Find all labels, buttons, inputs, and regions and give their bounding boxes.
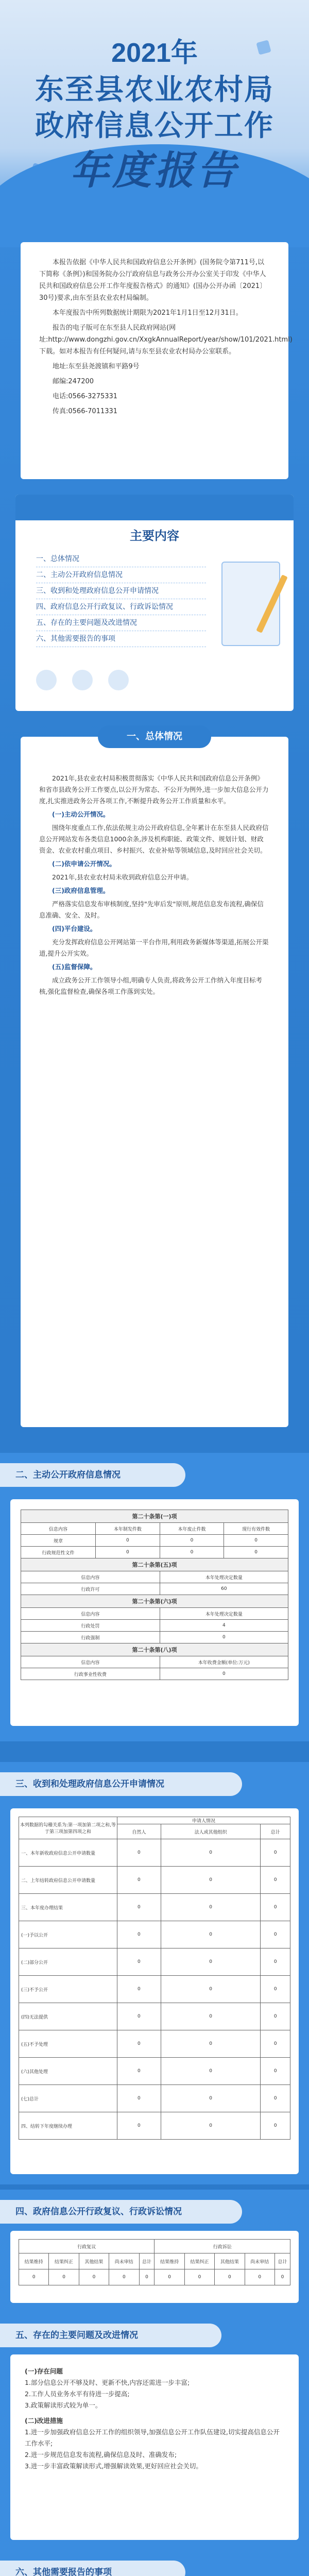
title-subject: 政府信息公开工作 bbox=[35, 110, 274, 142]
circle-icon bbox=[108, 670, 129, 690]
table-cell: 0 bbox=[261, 1921, 290, 1948]
table-cell: 0 bbox=[261, 1894, 290, 1921]
intro-paragraph: 本年度报告中所列数据统计期限为2021年1月1日至12月31日。 bbox=[53, 309, 243, 317]
table-row bbox=[19, 1867, 290, 1894]
contact-postcode: 邮编:247200 bbox=[53, 378, 94, 385]
table-cell: 0 bbox=[261, 2030, 290, 2058]
table-header: 总计 bbox=[139, 2253, 154, 2269]
table-row bbox=[19, 1839, 290, 1867]
overview-paragraph: 成立政务公开工作领导小组,明确专人负责,将政务公开工作纳入年度目标考核,强化监督检查,确保各项工作落到实处。 bbox=[39, 976, 262, 995]
circle-icon bbox=[72, 670, 93, 690]
table-cell: 0 bbox=[154, 2269, 184, 2285]
table-row bbox=[19, 2085, 290, 2112]
table-row bbox=[19, 1894, 290, 1921]
overview-paragraph: 2021年,县农业农村局积极贯彻落实《中华人民共和国政府信息公开条例》和省市县政务公开工作要点,以公开为常态、不公开为例外,进一步加大信息公开力度,扎实推进政务公开各项工作,不断提升政务公开工作质量和水平。 bbox=[39, 774, 269, 805]
table-row-label: 四、结转下年度继续办理 bbox=[19, 2112, 117, 2140]
hero-banner bbox=[0, 0, 309, 247]
table-cell: 0 bbox=[215, 2269, 245, 2285]
table-cell: 行政事业性收费 bbox=[21, 1668, 160, 1680]
table-cell: 行政规范性文件 bbox=[21, 1547, 96, 1558]
table-row-label: (四)无法提供 bbox=[19, 2003, 117, 2030]
overview-subhead: (三)政府信息管理。 bbox=[52, 887, 110, 894]
table-cell: 0 bbox=[161, 2003, 261, 2030]
toc-item[interactable]: 五、存在的主要问题及改进情况 bbox=[36, 615, 206, 631]
table-cell: 0 bbox=[160, 1535, 224, 1547]
toc-item[interactable]: 三、收到和处理政府信息公开申请情况 bbox=[36, 583, 206, 599]
table-cell: 0 bbox=[161, 1894, 261, 1921]
overview-paragraph: 2021年,县农业农村局未收到政府信息公开申请。 bbox=[52, 873, 193, 881]
table-row bbox=[19, 2112, 290, 2140]
table-row-label: (五)不予处理 bbox=[19, 2030, 117, 2058]
table-cell: 0 bbox=[19, 2269, 49, 2285]
table-cell: 行政强制 bbox=[21, 1632, 160, 1643]
table-header: 信息内容 bbox=[21, 1523, 96, 1535]
table-cell: 0 bbox=[117, 2030, 161, 2058]
table-header: 本年处理决定数量 bbox=[160, 1571, 288, 1583]
toc-header-bar bbox=[15, 495, 294, 520]
table-heading: 第二十条第(六)项 bbox=[21, 1595, 288, 1608]
section-review bbox=[0, 2190, 309, 2313]
table-cell: 0 bbox=[117, 1839, 161, 1867]
table-cell: 0 bbox=[117, 1921, 161, 1948]
table-row bbox=[19, 1948, 290, 1976]
table-cell: 60 bbox=[160, 1583, 288, 1595]
intro-paragraph: 报告的电子版可在东至县人民政府网站(网址:http://www.dongzhi.gov.cn/XxgkAnnualReport/year/show/101/2021.html)下载。如对本报告有任何疑问,请与东至县农业农村局办公室联系。 bbox=[39, 324, 293, 355]
toc-list bbox=[36, 551, 206, 647]
report-year: 2021年 bbox=[111, 38, 198, 68]
table-cell: 0 bbox=[161, 2058, 261, 2085]
section-proactive bbox=[0, 1453, 309, 1741]
table-cell: 0 bbox=[261, 2085, 290, 2112]
table-cell: 0 bbox=[161, 2112, 261, 2140]
table-cell: 0 bbox=[96, 1535, 160, 1547]
table-cell: 0 bbox=[261, 1839, 290, 1867]
table-header: 结果纠正 bbox=[49, 2253, 79, 2269]
title-report: 年度报告 bbox=[70, 149, 239, 193]
table-cell: 0 bbox=[161, 1948, 261, 1976]
table-header: 总计 bbox=[261, 1824, 290, 1839]
issue-item: 3.政策解读形式较为单一。 bbox=[25, 2401, 102, 2409]
table-cell: 0 bbox=[160, 1547, 224, 1558]
toc-item[interactable]: 四、政府信息公开行政复议、行政诉讼情况 bbox=[36, 599, 206, 615]
table-header: 尚未审结 bbox=[109, 2253, 139, 2269]
table-cell: 0 bbox=[261, 1976, 290, 2003]
contact-phone: 电话:0566-3275331 bbox=[53, 393, 118, 400]
table-header: 结果维持 bbox=[19, 2253, 49, 2269]
table-row bbox=[21, 1632, 288, 1643]
toc-card bbox=[15, 495, 294, 711]
contact-fax: 传真:0566-7011331 bbox=[53, 408, 118, 415]
table-header: 信息内容 bbox=[21, 1571, 160, 1583]
overview-subhead: (二)依申请公开情况。 bbox=[52, 860, 116, 868]
issues-panel bbox=[10, 2354, 299, 2540]
table-row-label: (六)其他处理 bbox=[19, 2058, 117, 2085]
table-cell: 0 bbox=[96, 1547, 160, 1558]
overview-paragraph: 充分发挥政府信息公开网站第一平台作用,利用政务新媒体等渠道,拓展公开渠道,提升公开实效。 bbox=[39, 938, 269, 957]
table-cell: 规章 bbox=[21, 1535, 96, 1547]
overview-subhead: (一)主动公开情况。 bbox=[52, 810, 110, 818]
table-cell: 0 bbox=[117, 2003, 161, 2030]
toc-item[interactable]: 二、主动公开政府信息情况 bbox=[36, 567, 206, 583]
table-cell: 0 bbox=[224, 1535, 288, 1547]
table-row-label: (三)不予公开 bbox=[19, 1976, 117, 2003]
table-cell: 4 bbox=[160, 1620, 288, 1632]
table-row bbox=[19, 1921, 290, 1948]
table-row bbox=[21, 1535, 288, 1547]
table-heading: 第二十条第(五)项 bbox=[21, 1558, 288, 1571]
issue-item: 2.进一步规范信息发布流程,确保信息及时、准确发布; bbox=[25, 2451, 177, 2459]
table-cell: 0 bbox=[261, 2003, 290, 2030]
table-row-label: 二、上年结转政府信息公开申请数量 bbox=[19, 1867, 117, 1894]
table-cell: 0 bbox=[261, 1948, 290, 1976]
table-header: 法人或其他组织 bbox=[161, 1824, 261, 1839]
table-cell: 0 bbox=[117, 2112, 161, 2140]
table-cell: 行政许可 bbox=[21, 1583, 160, 1595]
section-issues bbox=[0, 2313, 309, 2550]
table-header: 尚未审结 bbox=[245, 2253, 274, 2269]
table-header: 信息内容 bbox=[21, 1656, 160, 1668]
table-row bbox=[19, 2003, 290, 2030]
issue-item: 3.进一步丰富政策解读形式,增强解读效果,更好回应社会关切。 bbox=[25, 2462, 202, 2470]
table-cell: 0 bbox=[160, 1632, 288, 1643]
table-header: 本年收费金额(单位:万元) bbox=[160, 1656, 288, 1668]
clipboard-icon bbox=[221, 562, 280, 646]
table-header: 自然人 bbox=[117, 1824, 161, 1839]
table-cell: 0 bbox=[161, 1839, 261, 1867]
table-cell: 0 bbox=[161, 2085, 261, 2112]
issues-subhead: (一)存在问题 bbox=[25, 2367, 63, 2375]
table-row-label: (二)部分公开 bbox=[19, 1948, 117, 1976]
pencil-icon bbox=[256, 574, 288, 633]
section-overview bbox=[21, 731, 288, 1427]
table-header: 现行有效件数 bbox=[224, 1523, 288, 1535]
decor-icons bbox=[36, 670, 273, 696]
table-cell: 0 bbox=[161, 1867, 261, 1894]
table-header: 本年处理决定数量 bbox=[160, 1608, 288, 1620]
issue-item: 1.部分信息公开不够及时、更新不快,内容还需进一步丰富; bbox=[25, 2379, 190, 2386]
table-cell: 0 bbox=[161, 1921, 261, 1948]
circle-icon bbox=[36, 670, 57, 690]
table-cell: 0 bbox=[79, 2269, 109, 2285]
overview-subhead: (五)监督保障。 bbox=[52, 963, 97, 971]
table-row bbox=[19, 2269, 290, 2285]
title-agency: 东至县农业农村局 bbox=[35, 74, 274, 106]
table-row bbox=[21, 1620, 288, 1632]
table-header: 总计 bbox=[274, 2253, 290, 2269]
section-title: 三、收到和处理政府信息公开申请情况 bbox=[0, 1772, 242, 1796]
table-header: 本年废止件数 bbox=[160, 1523, 224, 1535]
intro-paragraph: 本报告依据《中华人民共和国政府信息公开条例》(国务院令第711号,以下简称《条例》)和国务院办公厅政府信息与政务公开办公室关于印发《中华人民共和国政府信息公开工作年度报告格式》的通知》(国办公开办函〔2021〕30号)要求,由东至县农业农村局编制。 bbox=[39, 259, 267, 302]
applications-table bbox=[19, 1817, 290, 2140]
table-cell: 0 bbox=[139, 2269, 154, 2285]
table-header: 结果维持 bbox=[154, 2253, 184, 2269]
proactive-table-panel bbox=[10, 1499, 299, 1726]
overview-paragraph: 严格落实信息发布审核制度,坚持"先审后发"原则,规范信息发布流程,确保信息准确、安全、及时。 bbox=[39, 900, 264, 919]
table-row bbox=[21, 1668, 288, 1680]
toc-item[interactable]: 一、总体情况 bbox=[36, 551, 206, 567]
section-title: 四、政府信息公开行政复议、行政诉讼情况 bbox=[0, 2200, 242, 2224]
table-row-label: (一)予以公开 bbox=[19, 1921, 117, 1948]
section-title: 一、总体情况 bbox=[98, 725, 211, 748]
table-row bbox=[19, 1976, 290, 2003]
table-cell: 0 bbox=[261, 2112, 290, 2140]
table-header: 行政复议 bbox=[19, 2240, 154, 2253]
table-header: 结果纠正 bbox=[184, 2253, 214, 2269]
table-cell: 0 bbox=[117, 1867, 161, 1894]
issue-item: 1.进一步加强政府信息公开工作的组织领导,加强信息公开工作队伍建设,切实提高信息公开工作水平; bbox=[25, 2428, 280, 2447]
table-cell: 0 bbox=[261, 1867, 290, 1894]
section-title: 二、主动公开政府信息情况 bbox=[0, 1463, 185, 1487]
review-table-panel bbox=[10, 2231, 299, 2303]
table-cell: 0 bbox=[261, 2058, 290, 2085]
table-header: 申请人情况 bbox=[117, 1817, 290, 1824]
table-cell: 0 bbox=[184, 2269, 214, 2285]
toc-item[interactable]: 六、其他需要报告的事项 bbox=[36, 631, 206, 647]
table-cell: 0 bbox=[160, 1668, 288, 1680]
table-row bbox=[21, 1583, 288, 1595]
table-row bbox=[21, 1547, 288, 1558]
table-row-label: 三、本年度办理结果 bbox=[19, 1894, 117, 1921]
table-row bbox=[19, 2030, 290, 2058]
table-header: 信息内容 bbox=[21, 1608, 160, 1620]
table-cell: 0 bbox=[117, 1948, 161, 1976]
table-cell: 0 bbox=[224, 1547, 288, 1558]
overview-paragraph: 围绕年度重点工作,依法依规主动公开政府信息,全年累计在东至县人民政府信息公开网站发布各类信息1000余条,涉及机构职能、政策文件、规划计划、财政资金、农业农村重点项目、乡村振兴、农业补贴等领域信息,及时回应社会关切。 bbox=[39, 824, 269, 854]
table-cell: 0 bbox=[117, 2085, 161, 2112]
issues-subhead: (二)改进措施 bbox=[25, 2417, 63, 2425]
table-header: 本年制发件数 bbox=[96, 1523, 160, 1535]
intro-card bbox=[21, 242, 293, 479]
table-cell: 0 bbox=[274, 2269, 290, 2285]
table-cell: 0 bbox=[245, 2269, 274, 2285]
review-table bbox=[19, 2239, 290, 2285]
table-header: 其他结果 bbox=[79, 2253, 109, 2269]
table-row-label: 一、本年新收政府信息公开申请数量 bbox=[19, 1839, 117, 1867]
table-header: 其他结果 bbox=[215, 2253, 245, 2269]
table-row-label: (七)总计 bbox=[19, 2085, 117, 2112]
section-other bbox=[0, 2550, 309, 2576]
table-header: 行政诉讼 bbox=[154, 2240, 290, 2253]
table-cell: 0 bbox=[117, 2058, 161, 2085]
toc-title: 主要内容 bbox=[130, 529, 179, 543]
contact-address: 地址:东至县尧渡镇和平路9号 bbox=[53, 363, 140, 370]
table-cell: 0 bbox=[117, 1976, 161, 2003]
table-cell: 0 bbox=[117, 1894, 161, 1921]
overview-subhead: (四)平台建设。 bbox=[52, 925, 97, 933]
table-cell: 0 bbox=[161, 2030, 261, 2058]
table-heading: 第二十条第(八)项 bbox=[21, 1643, 288, 1656]
table-header: 本列数据的勾稽关系为:第一项加第二项之和,等于第三项加第四项之和 bbox=[19, 1817, 117, 1839]
table-row bbox=[19, 2058, 290, 2085]
proactive-table bbox=[21, 1510, 288, 1680]
section-title: 五、存在的主要问题及改进情况 bbox=[0, 2324, 221, 2347]
table-cell: 0 bbox=[49, 2269, 79, 2285]
section-title: 六、其他需要报告的事项 bbox=[0, 2561, 185, 2576]
applications-table-panel bbox=[10, 1808, 299, 2174]
table-heading: 第二十条第(一)项 bbox=[21, 1510, 288, 1523]
table-cell: 0 bbox=[161, 1976, 261, 2003]
section-applications bbox=[0, 1762, 309, 2184]
issue-item: 2.工作人员业务水平有待进一步提高; bbox=[25, 2390, 130, 2398]
table-cell: 0 bbox=[109, 2269, 139, 2285]
table-cell: 行政处罚 bbox=[21, 1620, 160, 1632]
